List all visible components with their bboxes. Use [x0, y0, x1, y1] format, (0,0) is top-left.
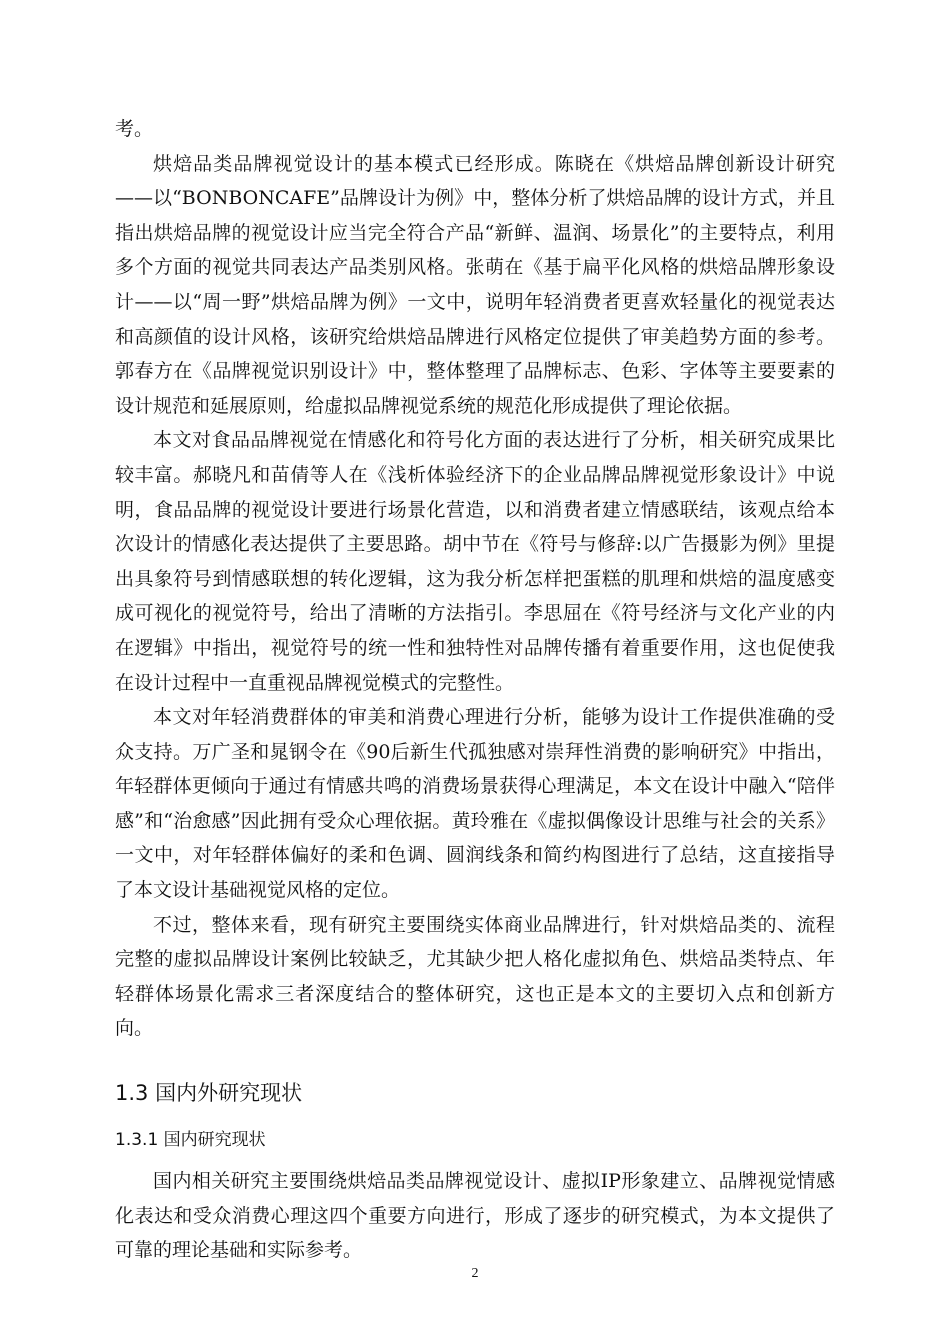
paragraph-baking-brand-visual: 烘焙品类品牌视觉设计的基本模式已经形成。陈晓在《烘焙品牌创新设计研究——以“BONBONCAFE”品牌设计为例》中，整体分析了烘焙品牌的设计方式，并且指出烘焙品牌的视觉设计应当完全符合产品“新鲜、温润、场景化”的主要特点，利用多个方面的视觉共同表达产品类别风格。张萌在《基于扁平化风格的烘焙品牌形象设计——以“周一野”烘焙品牌为例》一文中，说明年轻消费者更喜欢轻量化的视觉表达和高颜值的设计风格，该研究给烘焙品牌进行风格定位提供了审美趋势方面的参考。郭春方在《品牌视觉识别设计》中，整体整理了品牌标志、色彩、字体等主要要素的设计规范和延展原则，给虚拟品牌视觉系统的规范化形成提供了理论依据。 — [115, 152, 835, 417]
page-body — [115, 112, 835, 1268]
paragraph-food-brand-emotion: 本文对食品品牌视觉在情感化和符号化方面的表达进行了分析，相关研究成果比较丰富。郝晓凡和苗倩等人在《浅析体验经济下的企业品牌品牌视觉形象设计》中说明，食品品牌的视觉设计要进行场景化营造，以和消费者建立情感联结，该观点给本次设计的情感化表达提供了主要思路。胡中节在《符号与修辞:以广告摄影为例》里提出具象符号到情感联想的转化逻辑，这为我分析怎样把蛋糕的肌理和烘焙的温度感变成可视化的视觉符号，给出了清晰的方法指引。李思屈在《符号经济与文化产业的内在逻辑》中指出，视觉符号的统一性和独特性对品牌传播有着重要作用，这也促使我在设计过程中一直重视品牌视觉模式的完整性。 — [115, 429, 835, 694]
paragraph-young-consumers: 本文对年轻消费群体的审美和消费心理进行分析，能够为设计工作提供准确的受众支持。万广圣和晁钢令在《90后新生代孤独感对崇拜性消费的影响研究》中指出，年轻群体更倾向于通过有情感共鸣的消费场景获得心理满足，本文在设计中融入“陪伴感”和“治愈感”因此拥有受众心理依据。黄玲雅在《虚拟偶像设计思维与社会的关系》一文中，对年轻群体偏好的柔和色调、圆润线条和简约构图进行了总结，这直接指导了本文设计基础视觉风格的定位。 — [115, 706, 835, 902]
subsection-heading: 1.3.1 国内研究现状 — [115, 1130, 266, 1151]
paragraph-domestic-research: 国内相关研究主要围绕烘焙品类品牌视觉设计、虚拟IP形象建立、品牌视觉情感化表达和受众消费心理这四个重要方向进行，形成了逐步的研究模式，为本文提供了可靠的理论基础和实际参考。 — [115, 1170, 835, 1262]
paragraph-continuation: 考。 — [115, 118, 154, 140]
page-number: 2 — [471, 1266, 479, 1281]
paragraph-research-gap: 不过，整体来看，现有研究主要围绕实体商业品牌进行，针对烘焙品类的、流程完整的虚拟品牌设计案例比较缺乏，尤其缺少把人格化虚拟角色、烘焙品类特点、年轻群体场景化需求三者深度结合的整体研究，这也正是本文的主要切入点和创新方向。 — [115, 913, 835, 1040]
section-heading: 1.3 国内外研究现状 — [115, 1081, 303, 1106]
